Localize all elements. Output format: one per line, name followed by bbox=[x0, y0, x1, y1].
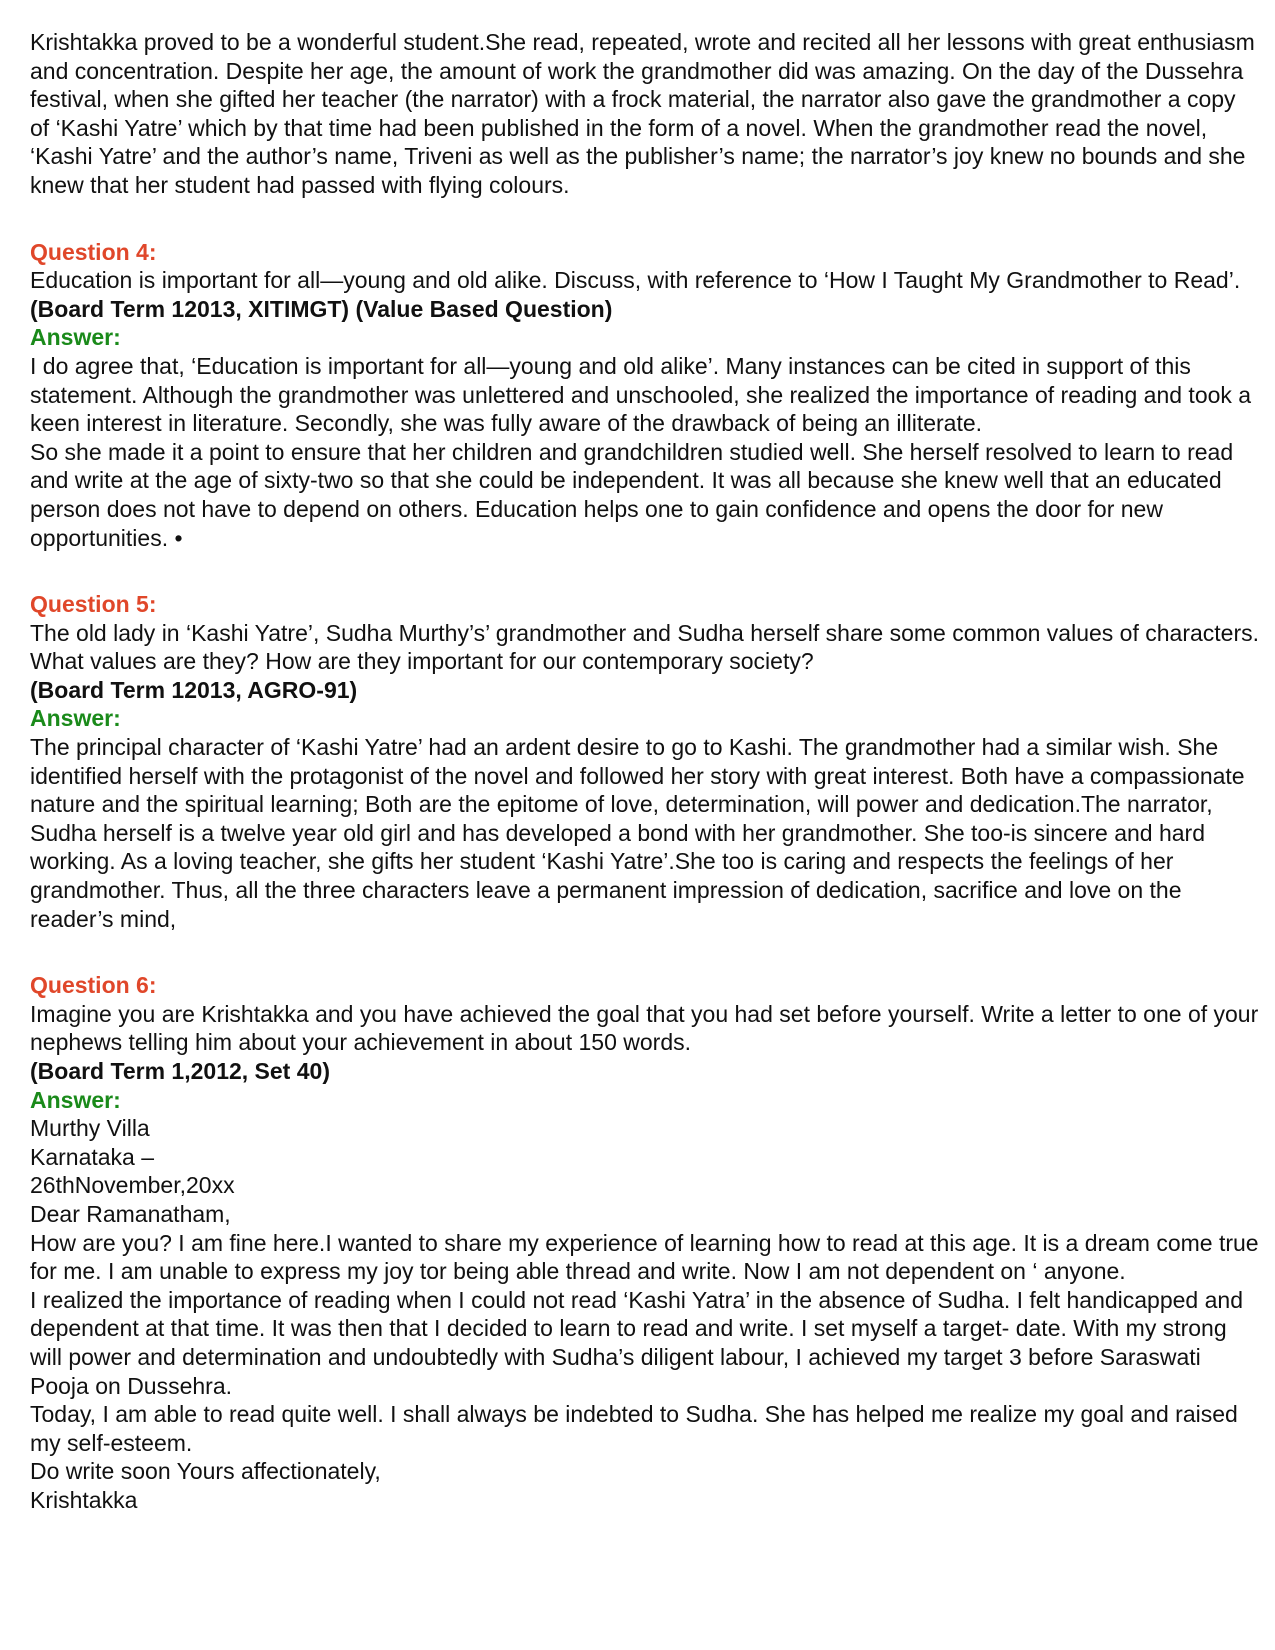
question-4-text bbox=[30, 266, 1260, 323]
question-4-prompt: Education is important for all—young and old alike. Discuss, with reference to ‘How I Taught My Grandmother to Read’. bbox=[30, 267, 1241, 294]
letter-date: 26thNovember,20xx bbox=[30, 1172, 235, 1199]
question-4-block bbox=[30, 238, 1260, 553]
question-4-label: Question 4: bbox=[30, 238, 157, 265]
question-5-block bbox=[30, 590, 1260, 933]
question-5-source: (Board Term 12013, AGRO-91) bbox=[30, 676, 358, 703]
letter-signature: Krishtakka bbox=[30, 1486, 138, 1513]
document-page bbox=[30, 28, 1260, 1553]
question-6-text: Imagine you are Krishtakka and you have achieved the goal that you had set before yourself. Write a letter to one of your nephews telling him about your achievement in about 150 words. bbox=[30, 1000, 1259, 1056]
intro-paragraph: Krishtakka proved to be a wonderful student.She read, repeated, wrote and recited all her lessons with great enthusiasm and concentration. Despite her age, the amount of work the grandmother did was amazing. On the day of the Dussehra festival, when she gifted her teacher (the narrator) with a frock material, the narrator also gave the grandmother a copy of ‘Kashi Yatre’ which by that time had been published in the form of a novel. When the grandmother read the novel, ‘Kashi Yatre’ and the author’s name, Triveni as well as the publisher’s name; the narrator’s joy knew no bounds and she knew that her student had passed with flying colours. bbox=[30, 29, 1255, 198]
question-4-answer-label: Answer: bbox=[30, 324, 121, 351]
question-5-label: Question 5: bbox=[30, 591, 157, 618]
question-5-text: The old lady in ‘Kashi Yatre’, Sudha Murthy’s’ grandmother and Sudha herself share some common values of characters. What values are they? How are they important for our contemporary society? bbox=[30, 619, 1260, 675]
question-4-answer-paragraph-2: So she made it a point to ensure that her children and grandchildren studied well. She herself resolved to learn to read and write at the age of sixty-two so that she could be independent. It was all because she knew well that an educated person does not have to depend on others. Education helps one to gain confidence and opens the door for new opportunities. • bbox=[30, 438, 1234, 551]
question-6-answer-label: Answer: bbox=[30, 1086, 121, 1113]
question-6-source: (Board Term 1,2012, Set 40) bbox=[30, 1058, 330, 1084]
question-4-source: (Board Term 12013, XITIMGT) (Value Based Question) bbox=[30, 295, 613, 322]
letter-body-paragraph-2: I realized the importance of reading when I could not read ‘Kashi Yatra’ in the absence of Sudha. I felt handicapped and dependent at that time. It was then that I decided to learn to read and write. I set myself a target- date. With my strong will power and determination and undoubtedly with Sudha’s diligent labour, I achieved my target 3 before Saraswati Pooja on Dussehra. bbox=[30, 1286, 1243, 1399]
letter-address-line-1: Murthy Villa bbox=[30, 1115, 150, 1142]
question-4-answer-paragraph-1: I do agree that, ‘Education is important for all—young and old alike’. Many instances can be cited in support of this statement. Although the grandmother was unlettered and unschooled, she realized the importance of reading and took a keen interest in literature. Secondly, she was fully aware of the drawback of being an illiterate. bbox=[30, 352, 1252, 437]
letter-address-line-2: Karnataka – bbox=[30, 1143, 155, 1170]
letter-body-paragraph-3: Today, I am able to read quite well. I shall always be indebted to Sudha. She has helped me realize my goal and raised my self-esteem. bbox=[30, 1401, 1238, 1456]
question-6-label: Question 6: bbox=[30, 972, 157, 999]
letter-salutation: Dear Ramanatham, bbox=[30, 1200, 231, 1227]
question-5-answer: The principal character of ‘Kashi Yatre’ had an ardent desire to go to Kashi. The grandmother had a similar wish. She identified herself with the protagonist of the novel and followed her story with great interest. Both have a compassionate nature and the spiritual learning; Both are the epitome of love, determination, will power and dedication.The narrator, Sudha herself is a twelve year old girl and has developed a bond with her grandmother. She too-is sincere and hard working. As a loving teacher, she gifts her student ‘Kashi Yatre’.She too is caring and respects the feelings of her grandmother. Thus, all the three characters leave a permanent impression of dedication, sacrifice and love on the reader’s mind, bbox=[30, 734, 1245, 932]
letter-body-paragraph-1: How are you? I am fine here.I wanted to share my experience of learning how to read at this age. It is a dream come true for me. I am unable to express my joy tor being able thread and write. Now I am not dependent on ‘ anyone. bbox=[30, 1229, 1259, 1285]
question-5-answer-label: Answer: bbox=[30, 705, 121, 732]
question-6-block bbox=[30, 971, 1260, 1514]
letter-closing: Do write soon Yours affectionately, bbox=[30, 1458, 381, 1485]
